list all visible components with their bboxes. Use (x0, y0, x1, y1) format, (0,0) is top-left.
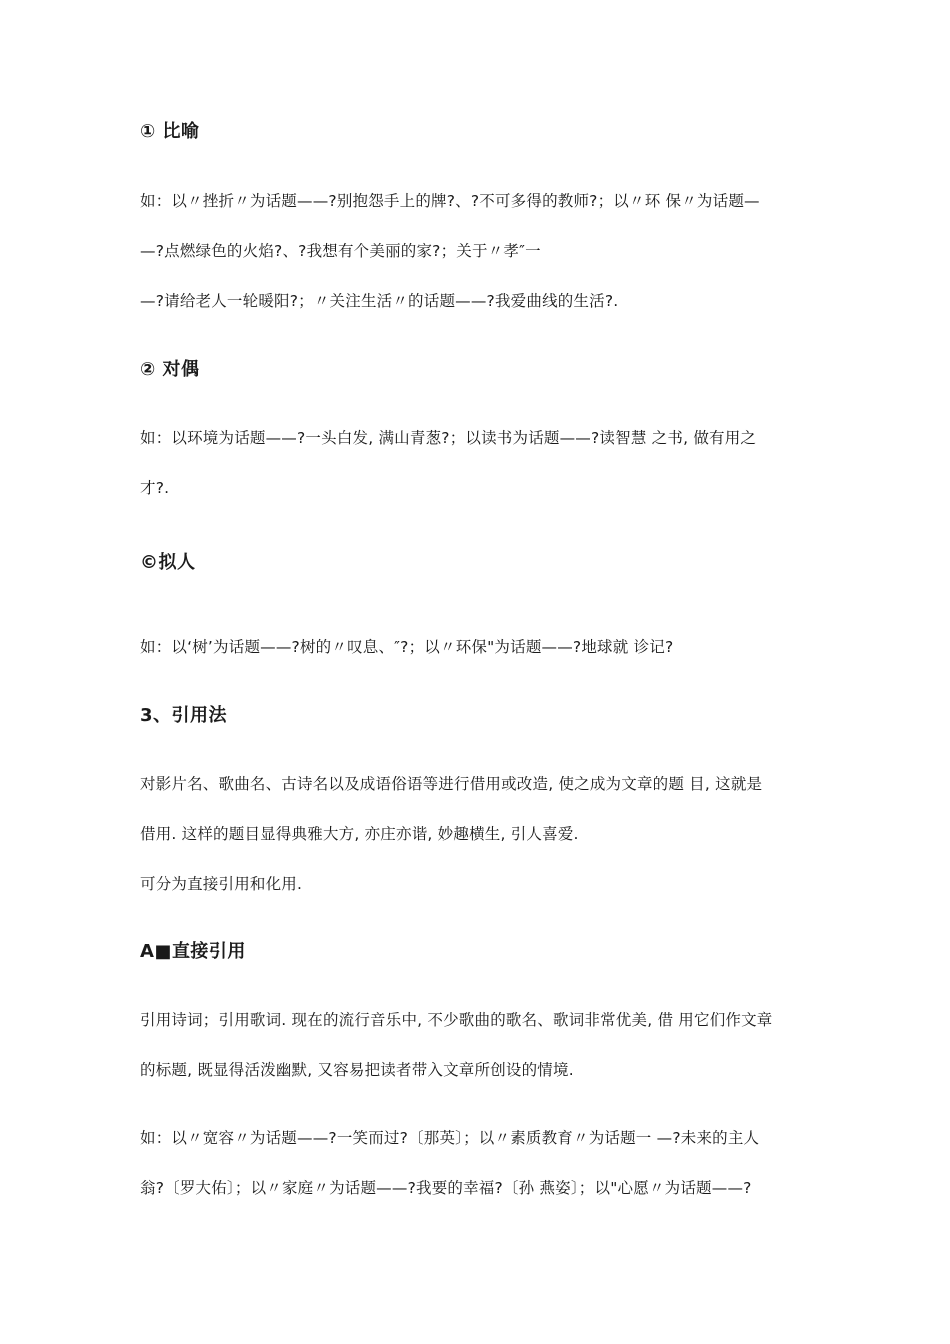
heading-personification: ©拟人 (140, 552, 196, 573)
heading-metaphor: ① 比喻 (140, 121, 200, 142)
paragraph-line: —?请给老人一轮暖阳?；〃关注生活〃的话题——?我爱曲线的生活?. (140, 292, 619, 310)
paragraph-line: 可分为直接引用和化用. (140, 875, 303, 893)
paragraph-line: 对影片名、歌曲名、古诗名以及成语俗语等进行借用或改造, 使之成为文章的题 目, 这就是 (140, 775, 763, 793)
paragraph-line: —?点燃绿色的火焰?、?我想有个美丽的家?；关于〃孝″一 (140, 242, 541, 260)
heading-antithesis: ② 对偶 (140, 359, 200, 380)
paragraph-line: 翁?〔罗大佑〕；以〃家庭〃为话题——?我要的幸福?〔孙 燕姿〕；以"心愿〃为话题——? (140, 1179, 752, 1197)
heading-quotation-method: 3、引用法 (140, 705, 228, 726)
paragraph-line: 如：以〃挫折〃为话题——?别抱怨手上的牌?、?不可多得的教师?；以〃环 保〃为话题— (140, 192, 760, 210)
paragraph-line: 才?. (140, 479, 170, 497)
paragraph-line: 引用诗词；引用歌词. 现在的流行音乐中, 不少歌曲的歌名、歌词非常优美, 借 用它们作文章 (140, 1011, 773, 1029)
paragraph-line: 如：以〃宽容〃为话题——?一笑而过?〔那英〕；以〃素质教育〃为话题一 —?未来的主人 (140, 1129, 760, 1147)
heading-direct-quotation: A■直接引用 (140, 941, 246, 962)
paragraph-line: 如：以‘树’为话题——?树的〃叹息、″?；以〃环保"为话题——?地球就 诊记? (140, 638, 674, 656)
paragraph-line: 如：以环境为话题——?一头白发, 满山青葱?；以读书为话题——?读智慧 之书, 做有用之 (140, 429, 757, 447)
paragraph-line: 借用. 这样的题目显得典雅大方, 亦庄亦谐, 妙趣横生, 引人喜爱. (140, 825, 579, 843)
paragraph-line: 的标题, 既显得活泼幽默, 又容易把读者带入文章所创设的情境. (140, 1061, 574, 1079)
